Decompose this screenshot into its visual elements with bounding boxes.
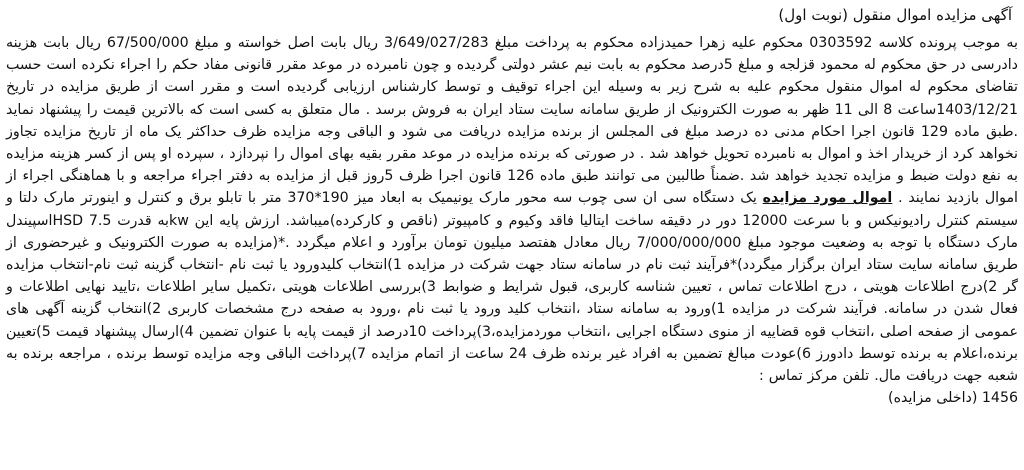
notice-body-part1: به موجب پرونده کلاسه 0303592 محکوم علیه زهرا حمیدزاده محکوم به پرداخت مبلغ 3/649/027/283 ریال بابت اصل خواسته و مبلغ 67/500/000 ریال بابت هزینه دادرسی در حق محکوم له محمود قزلجه و مبلغ 5درصد محکوم به بابت نیم عشر دولتی گردیده و چون نامبرده در موعد مقرر قانونی مفاد حکم را اجراء نکرده است حسب تقاضای محکوم له اموال منقول محکوم علیه به شرح زیر به وسیله این اجراء توقیف و توسط کارشناس ارزیابی گردیده است و مقرر است از طریق مزایده در تاریخ 1403/12/21ساعت 8 الی 11 ظهر به صورت الکترونیک از طریق سامانه سایت ستاد ایران به فروش برسد . مال متعلق به کسی است که بالاترین قیمت را پیشنهاد نماید .طبق ماده 129 قانون اجرا احکام مدنی ده درصد مبلغ فی المجلس از برنده مزایده دریافت می شود و الباقی وجه مزایده ظرف حداکثر یک ماه از تاریخ مزایده تجاوز نخواهد کرد از خریدار اخذ و اموال به نامبرده تحویل خواهد شد . در صورتی که برنده مزایده در موعد مقرر بقیه بهای اموال را نپردازد ، سپرده او پس از کسر هزینه مزایده به نفع دولت ضبط و مزایده تجدید خواهد شد .ضمناً طالبین می توانند طبق ماده 126 قانون اجرا ظرف 5روز قبل از مزایده به دفتر اجراء مراجعه و با هماهنگی اجراء از اموال بازدید نمایند .: [6, 35, 1019, 207]
notice-body: [6, 32, 1018, 387]
notice-body-part2: یک دستگاه سی ان سی چوب سه محور مارک یونیمیک به ابعاد میز 190*370 متر با تابلو برق و کنترل و اینورتر مارک دلتا و سیستم کنترل رادیونیکس و با سرعت 12000 دور در دقیقه ساخت ایتالیا فاقد وکیوم و کامپیوتر (ناقص و کارکرده)میباشد. ارزش پایه این kwبه قدرت HSD 7.5اسپیندل مارک دستگاه با توجه به وضعیت موجود مبلغ 7/000/000/000 ریال معادل هفتصد میلیون تومان برآورد و اعلام میگردد .*(مزایده به صورت الکترونیک و غیرحضوری از طریق سامانه سایت ستاد ایران برگزار میگردد)*فرآیند ثبت نام در سامانه ستاد جهت شرکت در مزایده 1)انتخاب کلیدورود یا ثبت نام -انتخاب گزینه ثبت نام-انتخاب مزایده گر 2)درج اطلاعات هویتی ، درج اطلاعات تماس ، تعیین شناسه کاربری، قبول شرایط و ضوابط 3)بررسی اطلاعات هویتی ،تکمیل سایر اطلاعات ،تایید نهایی اطلاعات و فعال شدن در سامانه. فرآیند شرکت در مزایده 1)ورود به سامانه ستاد ،انتخاب کلید ورود یا ثبت نام ،ورود به صفحه درج مشخصات کاربری 2)انتخاب گزینه آگهی های عمومی از صفحه اصلی ،انتخاب قوه قضاییه از منوی دستگاه اجرایی ،انتخاب موردمزایده،3)پرداخت 10درصد از قیمت پایه با عنوان تضمین 4)ارسال پیشنهاد قیمت 5)تعیین برنده،اعلام به برنده توسط دادورز 6)عودت مبالغ تضمین به افراد غیر برنده ظرف 24 ساعت از اتمام مزایده 7)پرداخت الباقی وجه مزایده توسط برنده ، مراجعه برنده به شعبه جهت دریافت مال.: [6, 190, 1019, 385]
auction-items-label: اموال مورد مزایده: [762, 190, 893, 207]
contact-value: 1456 (داخلی مزایده): [888, 390, 1018, 407]
auction-notice: [6, 4, 1018, 409]
notice-title: آگهی مزایده اموال منقول (نوبت اول): [778, 6, 1012, 24]
contact-label: تلفن مرکز تماس :: [758, 368, 870, 385]
